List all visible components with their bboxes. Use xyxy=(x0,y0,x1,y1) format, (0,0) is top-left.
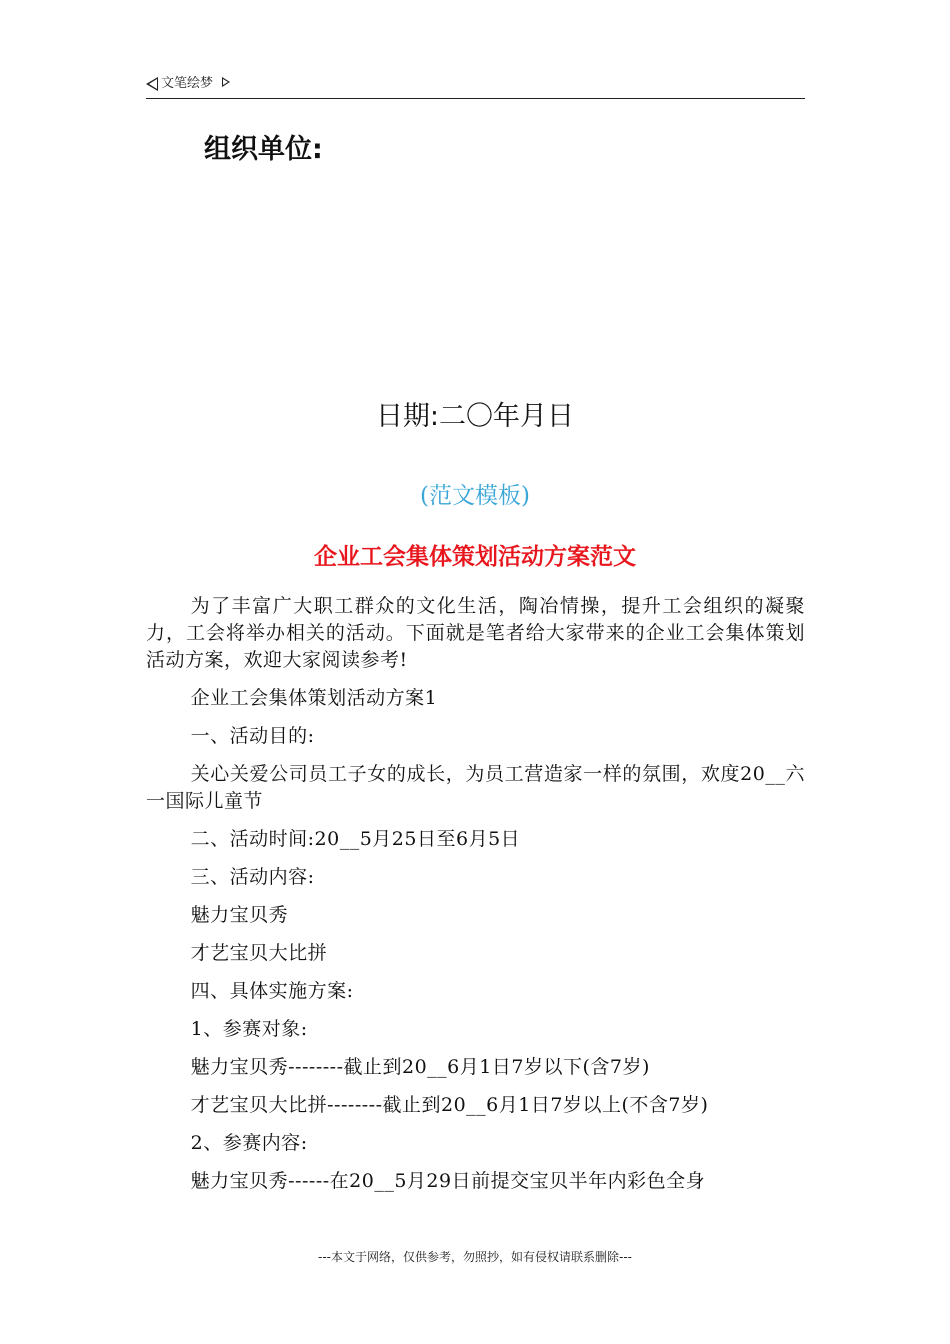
paragraph: 四、具体实施方案: xyxy=(190,980,354,1002)
paragraph: 2、参赛内容: xyxy=(190,1132,308,1154)
document-title: 企业工会集体策划活动方案范文 xyxy=(314,544,636,570)
paragraph: 魅力宝贝秀 xyxy=(190,904,289,926)
template-tag: (范文模板) xyxy=(420,483,530,509)
triangle-left-icon xyxy=(146,77,158,91)
paragraph: 1、参赛对象: xyxy=(190,1018,308,1040)
paragraph: 才艺宝贝大比拼--------截止到20__6月1日7岁以上(不含7岁) xyxy=(190,1094,709,1116)
paragraph: 企业工会集体策划活动方案1 xyxy=(190,687,438,709)
paragraph: 一、活动目的: xyxy=(190,725,315,747)
paragraph: 三、活动内容: xyxy=(190,866,315,888)
date-label: 日期:二〇年月日 xyxy=(375,401,575,432)
org-label: 组织单位: xyxy=(204,134,323,165)
page-footer: ---本文于网络，仅供参考，勿照抄，如有侵权请联系删除--- xyxy=(318,1250,632,1264)
paragraph: 魅力宝贝秀------在20__5月29日前提交宝贝半年内彩色全身 xyxy=(190,1170,706,1192)
paragraph: 二、活动时间:20__5月25日至6月5日 xyxy=(190,828,521,850)
brand-name: 文笔绘梦 xyxy=(161,76,214,91)
document-body xyxy=(146,593,805,1206)
page-header xyxy=(146,74,805,99)
paragraph: 关心关爱公司员工子女的成长，为员工营造家一样的氛围，欢度20__六一国际儿童节 xyxy=(146,763,805,812)
paragraph: 才艺宝贝大比拼 xyxy=(190,942,328,964)
paragraph: 魅力宝贝秀--------截止到20__6月1日7岁以下(含7岁) xyxy=(190,1056,650,1078)
header-brand xyxy=(146,74,230,94)
triangle-right-icon xyxy=(222,77,230,87)
paragraph: 为了丰富广大职工群众的文化生活，陶冶情操，提升工会组织的凝聚力，工会将举办相关的活动。下面就是笔者给大家带来的企业工会集体策划活动方案，欢迎大家阅读参考! xyxy=(146,595,805,671)
